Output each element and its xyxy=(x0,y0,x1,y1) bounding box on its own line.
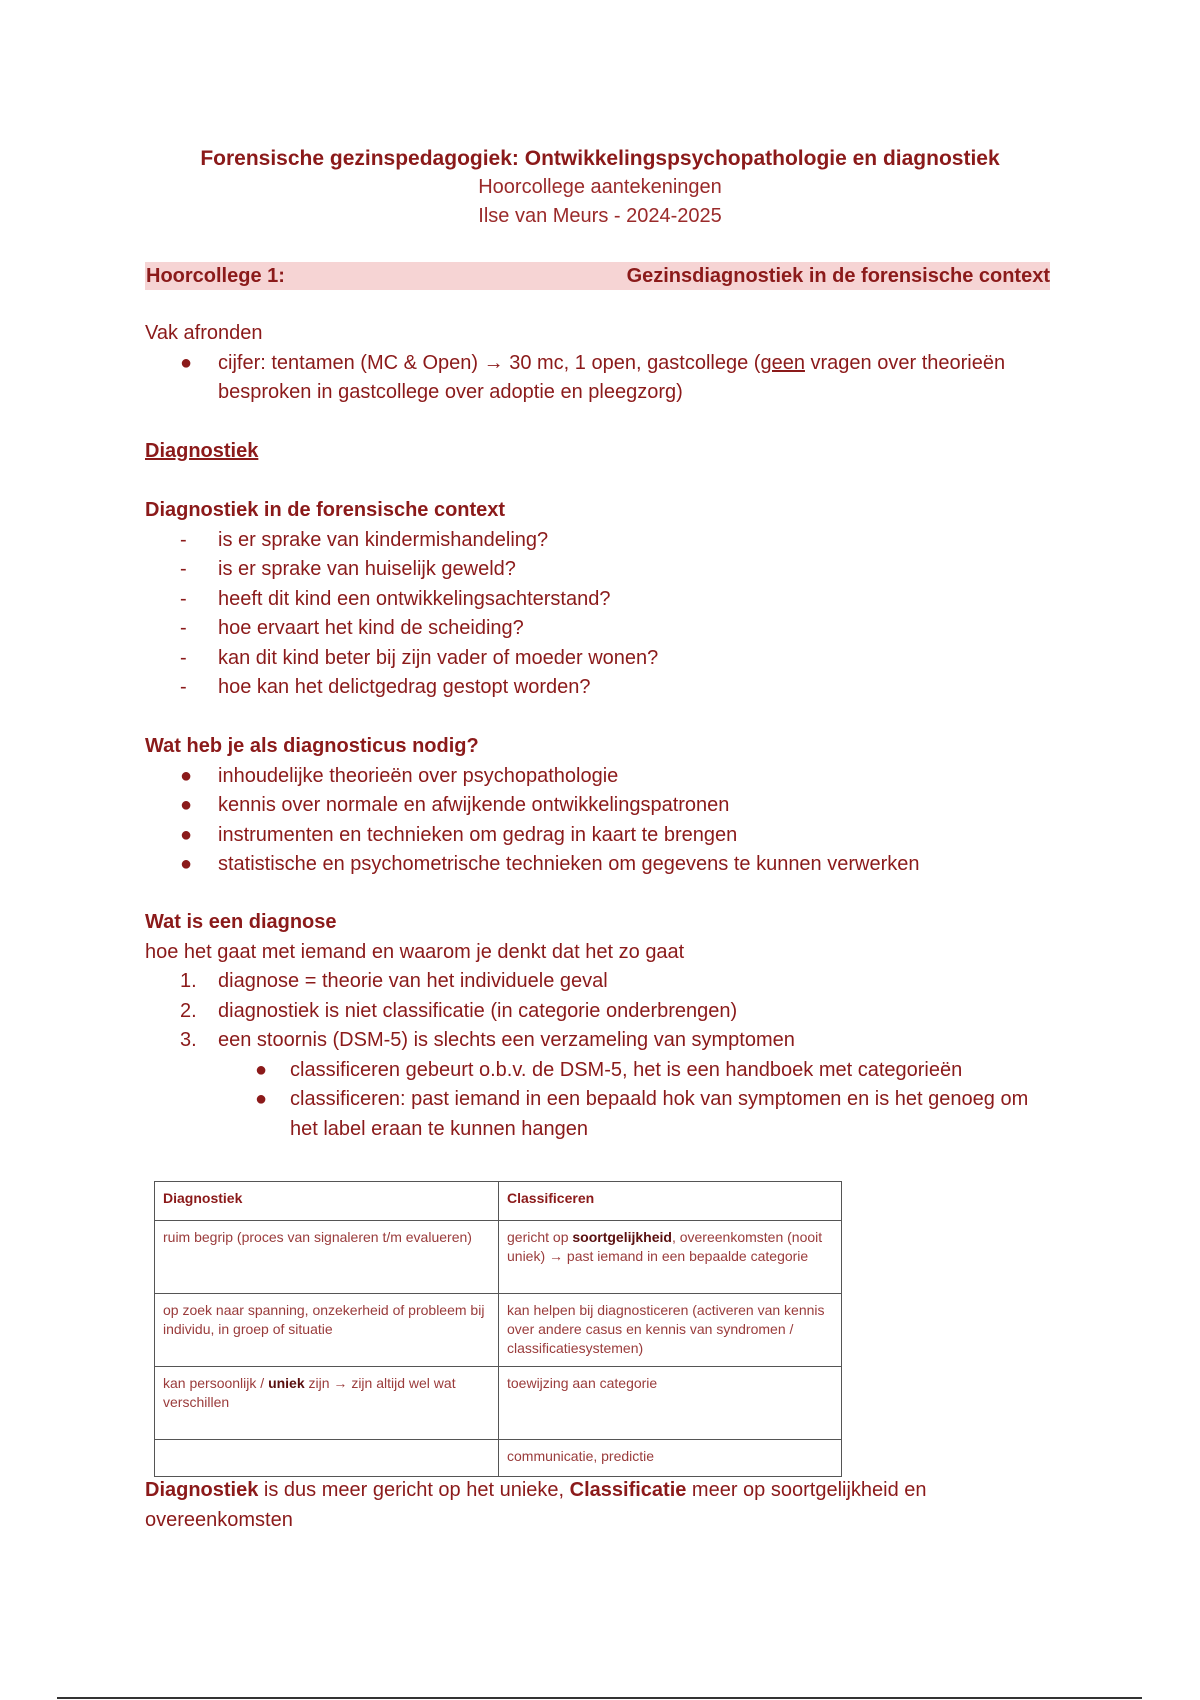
sub-list-item xyxy=(145,1056,1050,1086)
list-item-text: kan dit kind beter bij zijn vader of moeder wonen? xyxy=(218,646,659,669)
table-header-classificeren: Classificeren xyxy=(499,1182,842,1221)
vak-bullet-underlined: geen xyxy=(760,351,805,374)
dash-marker: - xyxy=(180,646,187,669)
bullet-marker: ● xyxy=(255,1088,268,1110)
vak-afronden-section xyxy=(145,319,1050,408)
section-heading: Diagnostiek xyxy=(145,440,259,462)
diagnose-heading: Wat is een diagnose xyxy=(145,911,337,933)
table-row xyxy=(155,1440,842,1477)
list-item-text: inhoudelijke theorieën over psychopathologie xyxy=(218,764,619,787)
table-header-row xyxy=(155,1182,842,1221)
dash-marker: - xyxy=(180,587,187,610)
number-marker: 1. xyxy=(180,970,197,992)
nodig-section xyxy=(145,732,1050,880)
table-cell xyxy=(155,1440,499,1477)
document-author: Ilse van Meurs - 2024-2025 xyxy=(478,205,722,227)
conclusion-part: is dus meer gericht op het unieke, xyxy=(258,1479,570,1501)
list-item-text: kennis over normale en afwijkende ontwikkelingspatronen xyxy=(218,794,730,816)
cell-text: gericht op xyxy=(507,1229,573,1245)
list-item xyxy=(145,644,1050,674)
bullet-marker: ● xyxy=(180,794,193,816)
lecture-topic: Gezinsdiagnostiek in de forensische context xyxy=(626,265,1050,287)
conclusion-part: meer op soortgelijkheid en overeenkomsten xyxy=(145,1479,927,1531)
list-item xyxy=(145,673,1050,703)
numbered-item-text: een stoornis (DSM-5) is slechts een verzameling van symptomen xyxy=(218,1029,795,1051)
list-item xyxy=(145,526,1050,556)
document-title: Forensische gezinspedagogiek: Ontwikkelingspsychopathologie en diagnostiek xyxy=(200,147,1000,170)
numbered-item-text: diagnostiek is niet classificatie (in categorie onderbrengen) xyxy=(218,999,738,1022)
list-item xyxy=(145,850,1050,880)
dash-marker: - xyxy=(180,558,187,580)
list-item-text: is er sprake van huiselijk geweld? xyxy=(218,558,516,580)
number-marker: 3. xyxy=(180,1029,197,1051)
lecture-heading-bar xyxy=(145,262,1050,290)
table-cell xyxy=(155,1367,499,1440)
bullet-marker: ● xyxy=(180,351,193,374)
diagnose-section xyxy=(145,908,1050,1144)
numbered-item xyxy=(145,1026,1050,1056)
table-row xyxy=(155,1221,842,1294)
list-item-text: heeft dit kind een ontwikkelingsachterstand? xyxy=(218,587,611,610)
conclusion-bold-classificatie: Classificatie xyxy=(569,1479,687,1501)
document-subtitle: Hoorcollege aantekeningen xyxy=(478,176,722,198)
table-row xyxy=(155,1294,842,1367)
cell-bold-text: uniek xyxy=(268,1375,305,1391)
document-header xyxy=(0,145,1200,231)
vak-bullet-text-pre: cijfer: tentamen (MC & Open) → 30 mc, 1 open, gastcollege ( xyxy=(218,351,761,374)
list-item-text: hoe ervaart het kind de scheiding? xyxy=(218,617,524,639)
list-item xyxy=(145,762,1050,792)
list-item xyxy=(145,585,1050,615)
table-cell: communicatie, predictie xyxy=(499,1440,842,1477)
diagnose-intro: hoe het gaat met iemand en waarom je denkt dat het zo gaat xyxy=(145,940,685,963)
sub-list-item-text: classificeren gebeurt o.b.v. de DSM-5, het is een handboek met categorieën xyxy=(290,1058,963,1081)
number-marker: 2. xyxy=(180,999,197,1022)
numbered-item-text: diagnose = theorie van het individuele geval xyxy=(218,970,608,992)
table-cell xyxy=(499,1221,842,1294)
numbered-item xyxy=(145,997,1050,1027)
cell-text: , overeenkomsten (nooit uniek) → past iemand in een bepaalde categorie xyxy=(507,1229,823,1264)
nodig-heading: Wat heb je als diagnosticus nodig? xyxy=(145,735,479,757)
cell-text: zijn → zijn altijd wel wat verschillen xyxy=(163,1375,456,1410)
page-divider xyxy=(57,1697,1142,1699)
table-cell: kan helpen bij diagnosticeren (activeren van kennis over andere casus en kennis van syndromen / classificatiesystemen) xyxy=(499,1294,842,1367)
bullet-marker: ● xyxy=(180,764,193,787)
conclusion-paragraph xyxy=(145,1476,1050,1535)
table-header-diagnostiek: Diagnostiek xyxy=(155,1182,499,1221)
table-cell: op zoek naar spanning, onzekerheid of probleem bij individu, in groep of situatie xyxy=(155,1294,499,1367)
comparison-table xyxy=(154,1181,842,1477)
table-cell: toewijzing aan categorie xyxy=(499,1367,842,1440)
vak-heading: Vak afronden xyxy=(145,322,263,344)
sub-list-item xyxy=(145,1085,1050,1144)
dash-marker: - xyxy=(180,528,187,551)
list-item-text: hoe kan het delictgedrag gestopt worden? xyxy=(218,676,591,698)
list-item xyxy=(145,349,1050,408)
cell-bold-text: soortgelijkheid xyxy=(572,1229,672,1245)
lecture-label: Hoorcollege 1: xyxy=(146,265,285,287)
bullet-marker: ● xyxy=(180,823,193,846)
bullet-marker: ● xyxy=(180,853,193,875)
conclusion-text xyxy=(145,1476,1050,1535)
list-item xyxy=(145,821,1050,851)
list-item-text: statistische en psychometrische technieken om gegevens te kunnen verwerken xyxy=(218,853,920,875)
sub-list-item-text: classificeren: past iemand in een bepaald hok van symptomen en is het genoeg om het label eraan te kunnen hangen xyxy=(290,1088,1029,1140)
list-item xyxy=(145,791,1050,821)
vak-bullet-text-post: vragen over theorieën besproken in gastcollege over adoptie en pleegzorg) xyxy=(218,351,1006,403)
conclusion-bold-diagnostiek: Diagnostiek xyxy=(145,1479,259,1501)
list-item xyxy=(145,555,1050,585)
list-item-text: instrumenten en technieken om gedrag in kaart te brengen xyxy=(218,823,738,846)
diagnostiek-section xyxy=(145,437,1050,467)
dash-marker: - xyxy=(180,676,187,698)
dash-marker: - xyxy=(180,617,187,639)
numbered-item xyxy=(145,967,1050,997)
bullet-marker: ● xyxy=(255,1058,268,1081)
table-row xyxy=(155,1367,842,1440)
cell-text: kan persoonlijk / xyxy=(163,1375,269,1391)
forensisch-heading: Diagnostiek in de forensische context xyxy=(145,499,506,521)
table-cell: ruim begrip (proces van signaleren t/m evalueren) xyxy=(155,1221,499,1294)
list-item xyxy=(145,614,1050,644)
forensisch-section xyxy=(145,496,1050,703)
list-item-text: is er sprake van kindermishandeling? xyxy=(218,528,549,551)
